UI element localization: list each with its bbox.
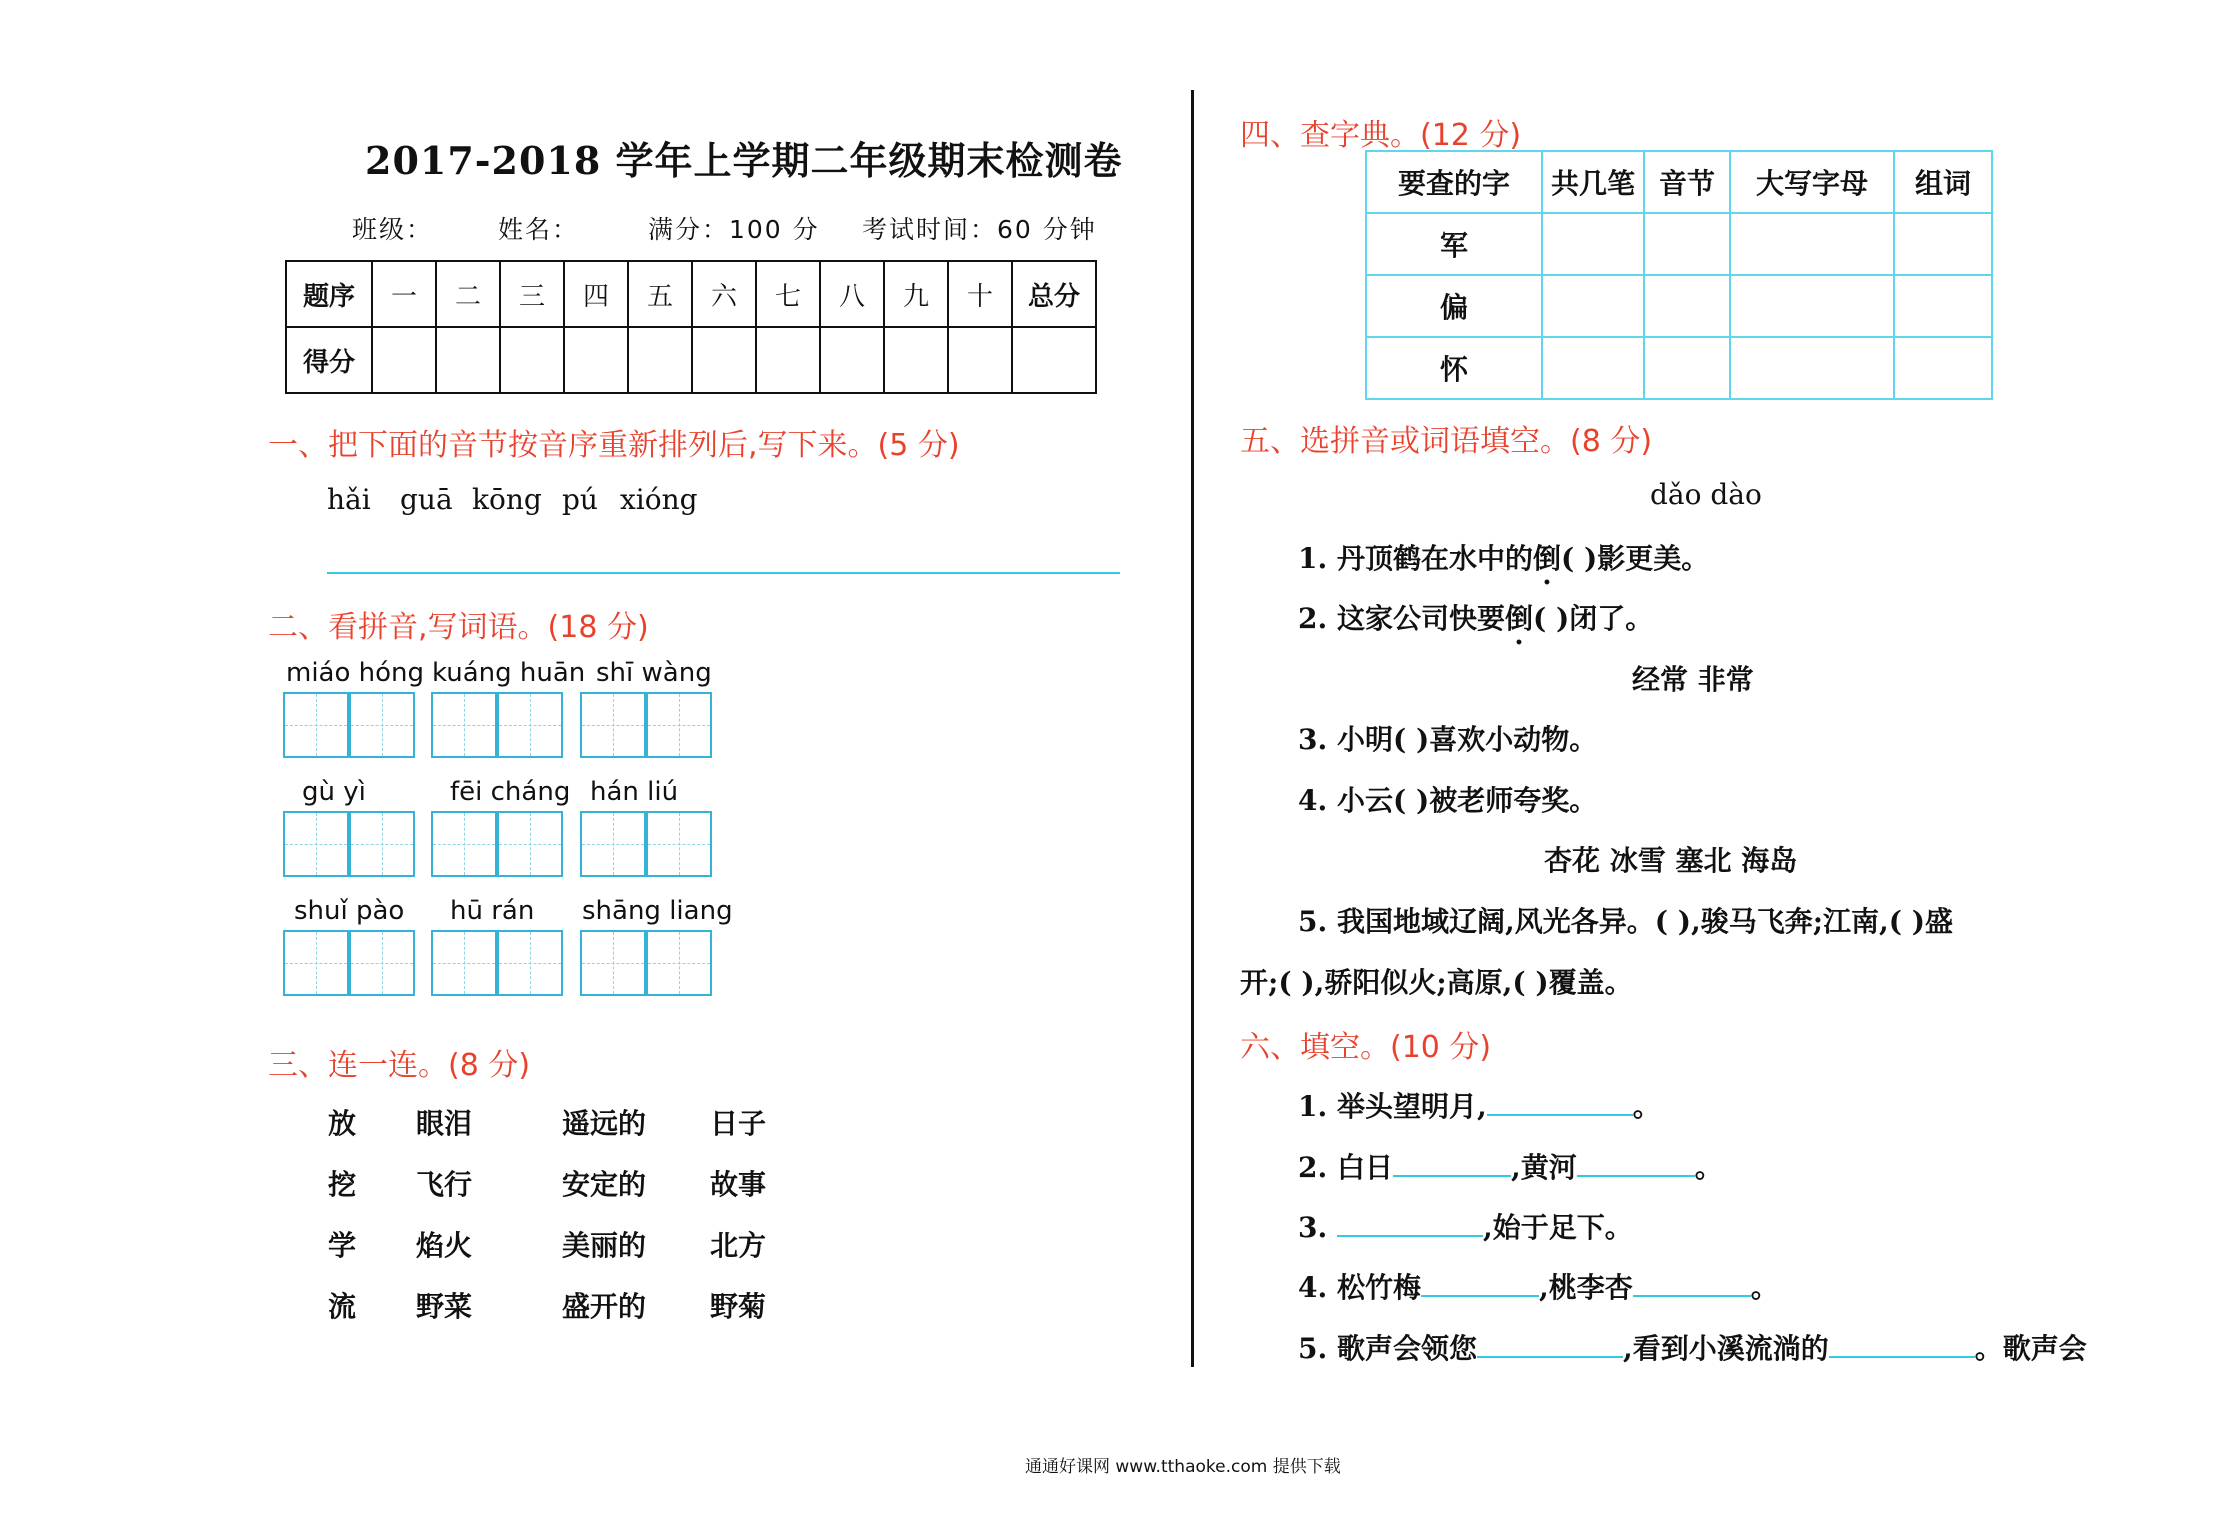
name-label: 姓名： [498, 215, 580, 244]
section-6-heading: 六、填空。(10 分) [1240, 1030, 1492, 1065]
page-title: 2017-2018 学年上学期二年级期末检测卷 [365, 138, 1123, 183]
match-word[interactable]: 眼泪 [416, 1107, 473, 1140]
score-cell[interactable] [884, 327, 948, 393]
dictionary-table-row [1366, 213, 1992, 275]
question-6-1 [1298, 1085, 1661, 1125]
score-col-9: 九 [884, 261, 948, 327]
score-cell[interactable] [372, 327, 436, 393]
q-text: ( )影更美。 [1561, 542, 1710, 575]
match-word[interactable]: 安定的 [562, 1168, 647, 1201]
fill-blank[interactable] [1633, 1269, 1751, 1297]
score-col-2: 二 [436, 261, 500, 327]
dict-header: 大写字母 [1730, 151, 1894, 213]
q-text: 4. 松竹梅 [1298, 1271, 1421, 1304]
question-5-4: 4. 小云( )被老师夸奖。 [1298, 784, 1598, 817]
q-text: 。 [1750, 1271, 1779, 1304]
pinyin-label: gù yì [302, 777, 366, 807]
question-6-4 [1298, 1266, 1779, 1306]
dict-cell[interactable] [1730, 337, 1894, 399]
q-text: 。 [1632, 1090, 1661, 1123]
score-cell[interactable] [1012, 327, 1096, 393]
q-text: ,桃李杏 [1538, 1271, 1633, 1304]
section-5-heading: 五、选拼音或词语填空。(8 分) [1240, 424, 1653, 459]
dict-char: 军 [1366, 213, 1542, 275]
dictionary-table-header [1366, 151, 1992, 213]
pinyin-label: hán liú [590, 777, 679, 807]
q-text: ,始于足下。 [1482, 1211, 1633, 1244]
dictionary-table-row [1366, 337, 1992, 399]
q-text: 5. 歌声会领您 [1298, 1332, 1477, 1365]
syllable: xióng [620, 483, 698, 516]
q-text: 3. [1298, 1211, 1337, 1244]
pinyin-label: hū rán [450, 896, 535, 926]
dict-char: 偏 [1366, 275, 1542, 337]
dict-cell[interactable] [1644, 275, 1730, 337]
dict-cell[interactable] [1542, 213, 1644, 275]
score-table-row1-head: 题序 [286, 261, 372, 327]
q-text: ,看到小溪流淌的 [1622, 1332, 1829, 1365]
fill-blank[interactable] [1477, 1330, 1623, 1358]
score-col-total: 总分 [1012, 261, 1096, 327]
fill-blank[interactable] [1577, 1149, 1695, 1177]
writing-grid[interactable] [431, 811, 497, 877]
section-3-heading: 三、连一连。(8 分) [268, 1048, 531, 1083]
score-col-6: 六 [692, 261, 756, 327]
syllable: guā [400, 483, 453, 516]
match-word[interactable]: 焰火 [416, 1229, 473, 1262]
match-word[interactable]: 飞行 [416, 1168, 473, 1201]
column-divider [1191, 90, 1194, 1367]
syllable: hǎi [327, 483, 371, 516]
question-6-2 [1298, 1146, 1723, 1186]
score-col-8: 八 [820, 261, 884, 327]
syllable: kōng [472, 483, 542, 516]
score-cell[interactable] [820, 327, 884, 393]
q-text: 。 [1694, 1151, 1723, 1184]
writing-grid[interactable] [283, 811, 349, 877]
question-5-2 [1298, 597, 1653, 651]
writing-grid[interactable] [497, 930, 563, 996]
question-5-5-line1: 5. 我国地域辽阔,风光各异。( ),骏马飞奔;江南,( )盛 [1298, 905, 1954, 938]
score-col-7: 七 [756, 261, 820, 327]
match-word[interactable]: 挖 [328, 1168, 357, 1201]
score-cell[interactable] [436, 327, 500, 393]
writing-grid[interactable] [497, 811, 563, 877]
question-5-5-line2: 开;( ),骄阳似火;高原,( )覆盖。 [1240, 966, 1633, 999]
question-5-3: 3. 小明( )喜欢小动物。 [1298, 723, 1598, 756]
dict-cell[interactable] [1894, 337, 1992, 399]
match-word[interactable]: 盛开的 [562, 1290, 647, 1323]
score-table [285, 260, 1097, 394]
match-word[interactable]: 野菜 [416, 1290, 473, 1323]
dotted-char: 倒 [1504, 602, 1533, 635]
writing-grid[interactable] [580, 692, 646, 758]
match-word[interactable]: 故事 [710, 1168, 767, 1201]
dict-char: 怀 [1366, 337, 1542, 399]
dict-header: 音节 [1644, 151, 1730, 213]
score-cell[interactable] [564, 327, 628, 393]
writing-grid[interactable] [646, 930, 712, 996]
dict-header: 共几笔 [1542, 151, 1644, 213]
score-col-1: 一 [372, 261, 436, 327]
q-text: ( )闭了。 [1533, 602, 1654, 635]
writing-grid[interactable] [580, 811, 646, 877]
score-col-10: 十 [948, 261, 1012, 327]
match-word[interactable]: 流 [328, 1290, 357, 1323]
q-text: 1. 举头望明月, [1298, 1090, 1487, 1123]
score-cell[interactable] [500, 327, 564, 393]
question-6-3 [1298, 1206, 1633, 1246]
section-4-heading: 四、查字典。(12 分) [1240, 118, 1522, 153]
writing-grid[interactable] [431, 692, 497, 758]
dict-header: 要查的字 [1366, 151, 1542, 213]
pinyin-label: kuáng huān [432, 658, 586, 688]
pinyin-label: shuǐ pào [294, 896, 405, 926]
pinyin-label: shāng liang [582, 896, 733, 926]
writing-grid[interactable] [349, 930, 415, 996]
dictionary-table-row [1366, 275, 1992, 337]
fill-blank[interactable] [1393, 1149, 1511, 1177]
match-word[interactable]: 美丽的 [562, 1229, 647, 1262]
word-options: 经常 非常 [1632, 663, 1754, 696]
exam-time-label: 考试时间：60 分钟 [862, 215, 1097, 244]
q-text: 。歌声会 [1974, 1332, 2087, 1365]
score-cell[interactable] [756, 327, 820, 393]
match-word[interactable]: 放 [328, 1107, 357, 1140]
writing-grid[interactable] [497, 692, 563, 758]
pinyin-options: dǎo dào [1650, 478, 1762, 511]
q-text: ,黄河 [1510, 1151, 1577, 1184]
score-col-5: 五 [628, 261, 692, 327]
question-5-1 [1298, 537, 1709, 591]
writing-grid[interactable] [580, 930, 646, 996]
match-word[interactable]: 野菊 [710, 1290, 767, 1323]
dictionary-table [1365, 150, 1993, 400]
dict-cell[interactable] [1542, 275, 1644, 337]
dotted-char: 倒 [1532, 542, 1561, 575]
score-cell[interactable] [948, 327, 1012, 393]
dict-cell[interactable] [1542, 337, 1644, 399]
score-col-3: 三 [500, 261, 564, 327]
dict-cell[interactable] [1894, 275, 1992, 337]
q-text: 2. 白日 [1298, 1151, 1393, 1184]
match-word[interactable]: 日子 [710, 1107, 767, 1140]
match-word[interactable]: 学 [328, 1229, 357, 1262]
fill-blank[interactable] [1829, 1330, 1975, 1358]
match-word[interactable]: 遥远的 [562, 1107, 647, 1140]
writing-grid[interactable] [349, 692, 415, 758]
score-cell[interactable] [628, 327, 692, 393]
syllable: pú [562, 483, 598, 516]
score-cell[interactable] [692, 327, 756, 393]
writing-grid[interactable] [349, 811, 415, 877]
fill-blank[interactable] [1337, 1209, 1483, 1237]
answer-line[interactable] [327, 572, 1120, 574]
pinyin-label: miáo hóng [286, 658, 425, 688]
section-1-heading: 一、把下面的音节按音序重新排列后,写下来。(5 分) [268, 428, 960, 463]
writing-grid[interactable] [283, 930, 349, 996]
q-text: 2. 这家公司快要 [1298, 602, 1505, 635]
score-table-header-row [286, 261, 1096, 327]
writing-grid[interactable] [283, 692, 349, 758]
dict-header: 组词 [1894, 151, 1992, 213]
dict-cell[interactable] [1730, 213, 1894, 275]
fill-blank[interactable] [1421, 1269, 1539, 1297]
word-options: 杏花 冰雪 塞北 海岛 [1544, 844, 1798, 877]
score-table-row2-head: 得分 [286, 327, 372, 393]
pinyin-label: shī wàng [596, 658, 712, 688]
full-score-label: 满分：100 分 [648, 215, 820, 244]
writing-grid[interactable] [646, 692, 712, 758]
footer-credit: 通通好课网 www.tthaoke.com 提供下载 [1025, 1457, 1341, 1477]
q-text: 1. 丹顶鹤在水中的 [1298, 542, 1533, 575]
question-6-5 [1298, 1327, 2087, 1367]
dict-cell[interactable] [1894, 213, 1992, 275]
class-label: 班级： [352, 215, 434, 244]
match-word[interactable]: 北方 [710, 1229, 767, 1262]
dict-cell[interactable] [1730, 275, 1894, 337]
dict-cell[interactable] [1644, 337, 1730, 399]
section-2-heading: 二、看拼音,写词语。(18 分) [268, 610, 649, 645]
score-col-4: 四 [564, 261, 628, 327]
writing-grid[interactable] [646, 811, 712, 877]
score-table-score-row [286, 327, 1096, 393]
writing-grid[interactable] [431, 930, 497, 996]
dict-cell[interactable] [1644, 213, 1730, 275]
fill-blank[interactable] [1487, 1088, 1633, 1116]
pinyin-label: fēi cháng [450, 777, 571, 807]
